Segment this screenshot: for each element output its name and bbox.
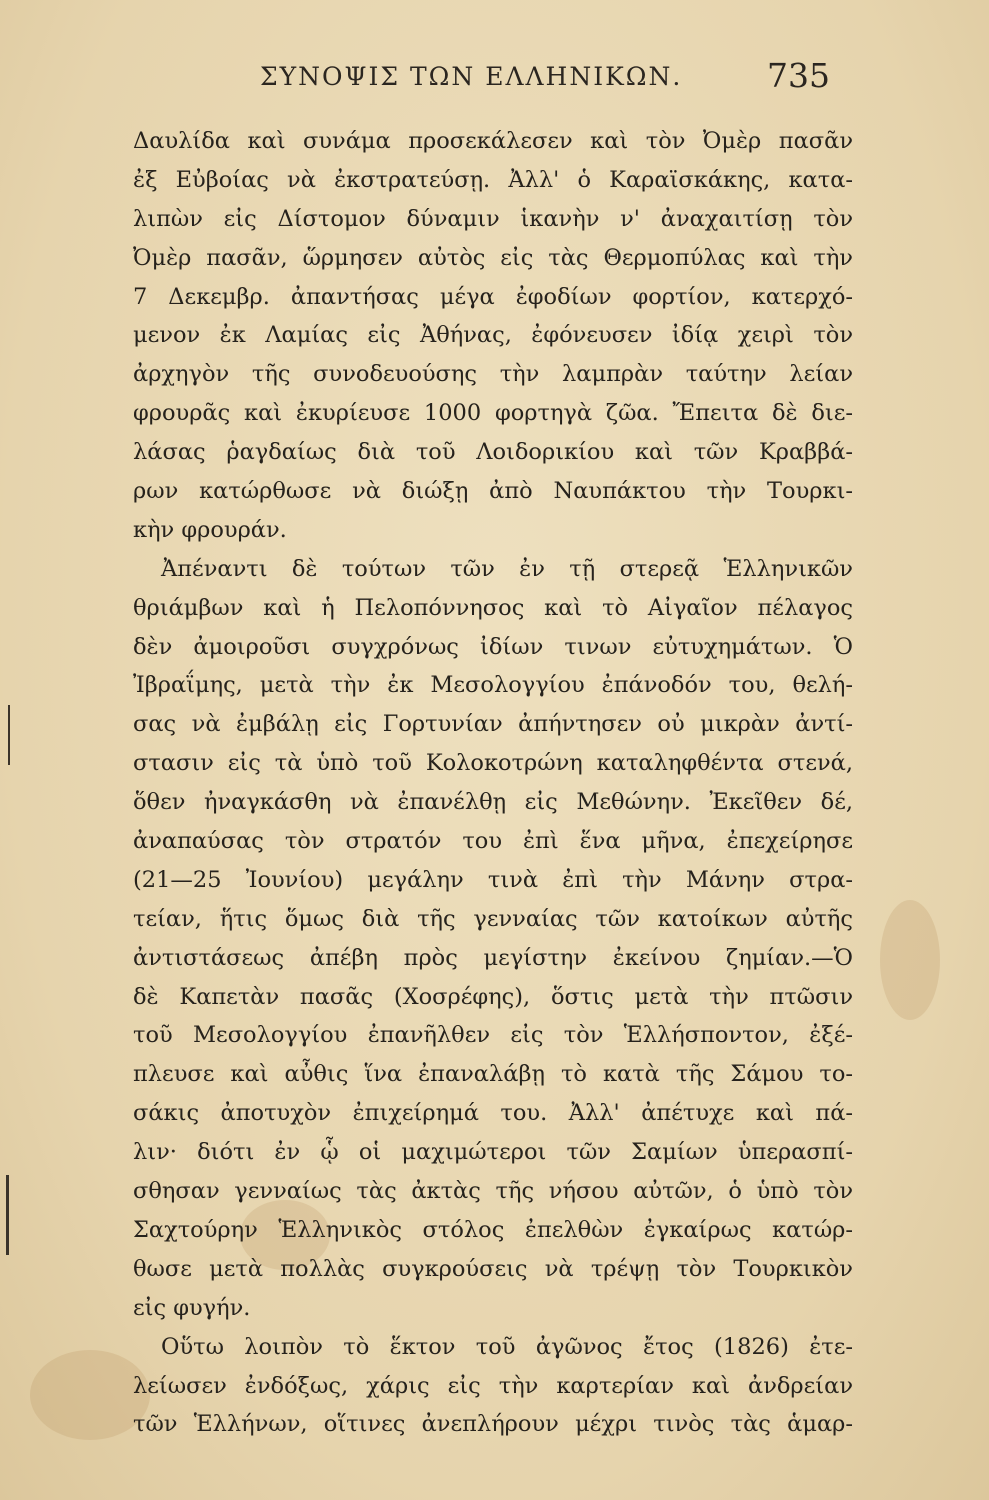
text-line: εἰς φυγήν.	[133, 1294, 251, 1321]
margin-mark	[8, 705, 10, 765]
text-line: 7 Δεκεμβρ. ἀπαντήσας μέγα ἐφοδίων φορτίον, κατερχό-	[133, 283, 853, 310]
paper-stain	[880, 900, 940, 1020]
text-line: ἀντιστάσεως ἀπέβη πρὸς μεγίστην ἐκείνου ζημίαν.—Ὁ	[133, 944, 853, 971]
text-line: ἀναπαύσας τὸν στρατόν του ἐπὶ ἕνα μῆνα, ἐπεχείρησε	[133, 828, 853, 855]
body-text	[133, 122, 853, 1444]
text-line: δὲν ἀμοιροῦσι συγχρόνως ἰδίων τινων εὐτυχημάτων. Ὁ	[133, 633, 853, 660]
margin-mark	[6, 1175, 9, 1255]
text-line: κὴν φρουράν.	[133, 516, 287, 543]
text-line: Δαυλίδα καὶ συνάμα προσεκάλεσεν καὶ τὸν Ὀμὲρ πασᾶν	[133, 128, 853, 154]
text-line: μενον ἐκ Λαμίας εἰς Ἀθήνας, ἐφόνευσεν ἰδίᾳ χειρὶ τὸν	[133, 322, 853, 349]
text-line: στασιν εἰς τὰ ὑπὸ τοῦ Κολοκοτρώνη καταληφθέντα στενά,	[133, 750, 853, 777]
text-line: Ἀπέναντι δὲ τούτων τῶν ἐν τῇ στερεᾷ Ἑλληνικῶν	[161, 555, 853, 582]
text-line: ρων κατώρθωσε νὰ διώξῃ ἀπὸ Ναυπάκτου τὴν Τουρκι-	[133, 478, 853, 505]
text-line: τοῦ Μεσολογγίου ἐπανῆλθεν εἰς τὸν Ἑλλήσποντον, ἐξέ-	[133, 1022, 853, 1049]
page-header	[0, 58, 989, 98]
text-line: δὲ Καπετὰν πασᾶς (Χοσρέφης), ὅστις μετὰ τὴν πτῶσιν	[133, 983, 853, 1010]
text-line: Οὕτω λοιπὸν τὸ ἕκτον τοῦ ἀγῶνος ἔτος (1826) ἐτε-	[161, 1333, 853, 1360]
text-line: σάκις ἀποτυχὸν ἐπιχείρημά του. Ἀλλ' ἀπέτυχε καὶ πά-	[133, 1100, 853, 1127]
text-line: λιν· διότι ἐν ᾧ οἱ μαχιμώτεροι τῶν Σαμίων ὑπερασπί-	[133, 1139, 853, 1166]
text-line: θριάμβων καὶ ἡ Πελοπόννησος καὶ τὸ Αἰγαῖον πέλαγος	[133, 594, 853, 621]
text-line: λιπὼν εἰς Δίστομον δύναμιν ἱκανὴν ν' ἀναχαιτίσῃ τὸν	[133, 205, 853, 232]
paper-stain	[30, 1350, 150, 1440]
text-line: ἐξ Εὐβοίας νὰ ἐκστρατεύσῃ. Ἀλλ' ὁ Καραϊσκάκης, κατα-	[133, 166, 853, 193]
text-line: σας νὰ ἐμβάλῃ εἰς Γορτυνίαν ἀπήντησεν οὐ μικρὰν ἀντί-	[133, 711, 853, 738]
text-line: Ὀμὲρ πασᾶν, ὥρμησεν αὐτὸς εἰς τὰς Θερμοπύλας καὶ τὴν	[133, 244, 853, 271]
text-line: πλευσε καὶ αὖθις ἵνα ἐπαναλάβῃ τὸ κατὰ τῆς Σάμου το-	[133, 1061, 853, 1088]
text-line: θωσε μετὰ πολλὰς συγκρούσεις νὰ τρέψῃ τὸν Τουρκικὸν	[133, 1255, 853, 1282]
text-line: (21—25 Ἰουνίου) μεγάλην τινὰ ἐπὶ τὴν Μάνην στρα-	[133, 866, 853, 893]
text-line: λάσας ῥαγδαίως διὰ τοῦ Λοιδορικίου καὶ τῶν Κραββά-	[133, 439, 853, 466]
text-line: τείαν, ἥτις ὅμως διὰ τῆς γενναίας τῶν κατοίκων αὐτῆς	[133, 905, 853, 932]
text-line: φρουρᾶς καὶ ἐκυρίευσε 1000 φορτηγὰ ζῶα. Ἔπειτα δὲ διε-	[133, 400, 853, 427]
text-line: Ἰβραΐμης, μετὰ τὴν ἐκ Μεσολογγίου ἐπάνοδόν του, θελή-	[133, 672, 853, 699]
running-title: ΣΥΝΟΨΙΣ ΤΩΝ ΕΛΛΗΝΙΚΩΝ.	[260, 62, 683, 91]
text-line: ἀρχηγὸν τῆς συνοδευούσης τὴν λαμπρὰν ταύτην λείαν	[133, 361, 853, 388]
page-number: 735	[767, 56, 830, 95]
text-line: τῶν Ἑλλήνων, οἵτινες ἀνεπλήρουν μέχρι τινὸς τὰς ἁμαρ-	[133, 1411, 853, 1438]
text-line: Σαχτούρην Ἑλληνικὸς στόλος ἐπελθὼν ἐγκαίρως κατώρ-	[133, 1216, 853, 1243]
text-line: σθησαν γενναίως τὰς ἀκτὰς τῆς νήσου αὐτῶν, ὁ ὑπὸ τὸν	[133, 1178, 853, 1205]
text-line: λείωσεν ἐνδόξως, χάρις εἰς τὴν καρτερίαν καὶ ἀνδρείαν	[133, 1372, 853, 1399]
text-line: ὅθεν ἠναγκάσθη νὰ ἐπανέλθῃ εἰς Μεθώνην. Ἐκεῖθεν δέ,	[133, 789, 853, 816]
